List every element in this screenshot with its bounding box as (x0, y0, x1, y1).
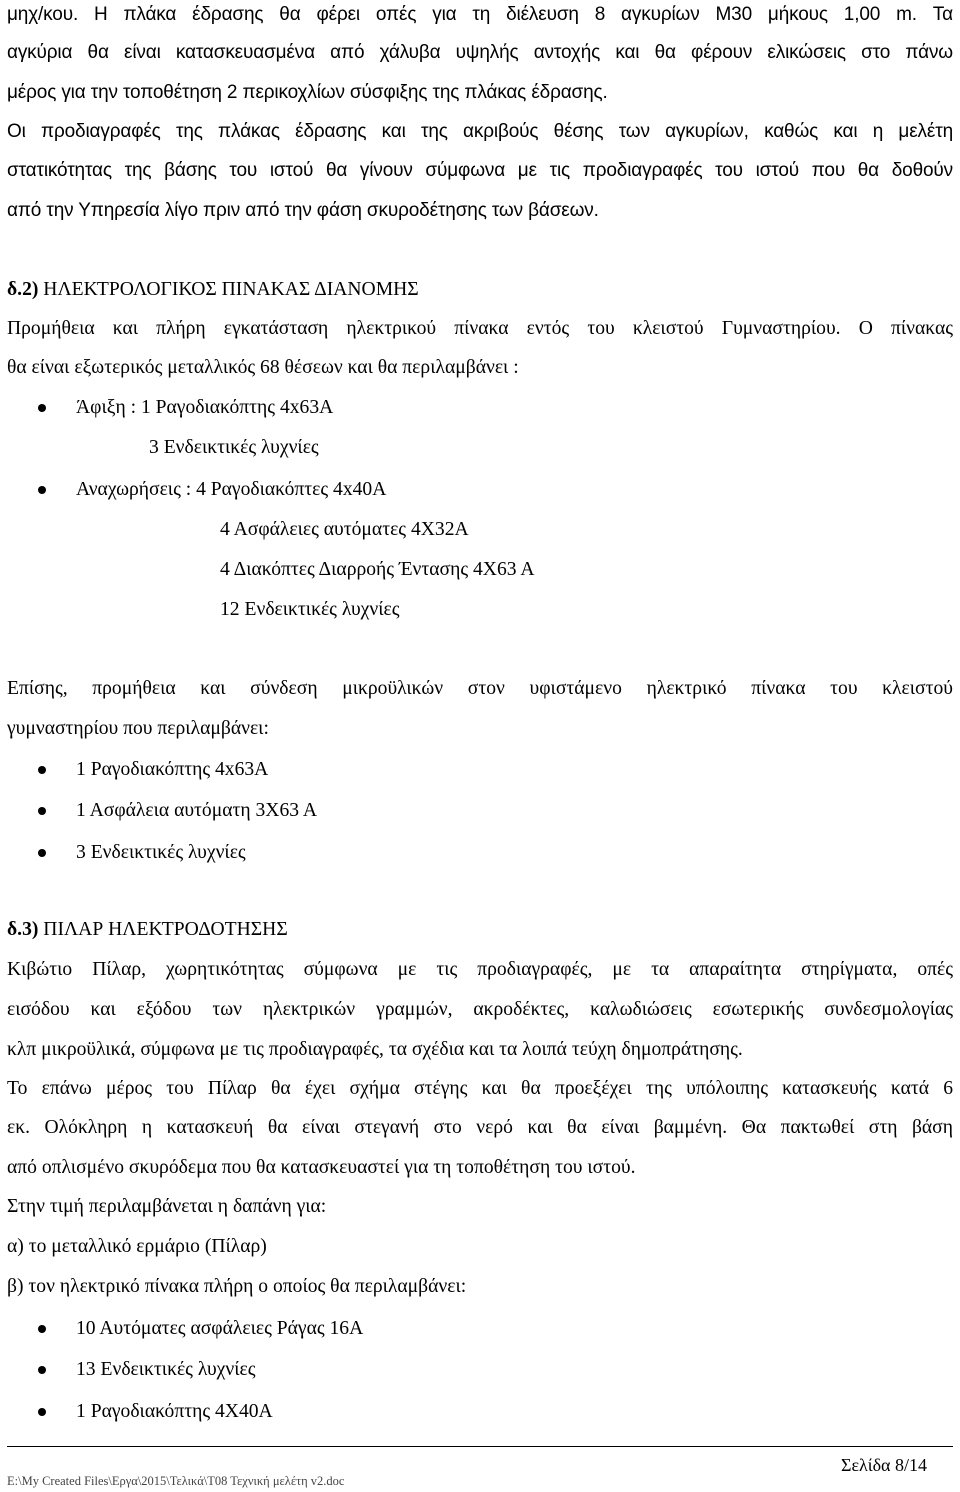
text-line: γυμναστηρίου που περιλαμβάνει: (7, 718, 269, 739)
list-item: 13 Ενδεικτικές λυχνίες (76, 1359, 256, 1380)
text-line: Το επάνω μέρος του Πίλαρ θα έχει σχήμα στέγης και θα προεξέχει της υπόλοιπης κατασκευής κατά 6 (7, 1078, 953, 1099)
section-heading-d2 (7, 279, 960, 301)
text-line: Επίσης, προμήθεια και σύνδεση μικροϋλικών στον υφιστάμενο ηλεκτρικό πίνακα του κλειστού (7, 678, 953, 699)
list-item: 1 Ραγοδιακόπτης 4Χ40Α (76, 1401, 273, 1422)
list-item: 10 Αυτόματες ασφάλειες Ράγας 16Α (76, 1318, 364, 1339)
bullet-icon (38, 807, 46, 815)
text-line: μέρος για την τοποθέτηση 2 περικοχλίων σύσφιξης της πλάκας έδρασης. (7, 82, 608, 103)
text-line: β) τον ηλεκτρικό πίνακα πλήρη ο οποίος θα περιλαμβάνει: (7, 1276, 467, 1297)
list-item-continuation: 12 Ενδεικτικές λυχνίες (220, 599, 400, 620)
text-line: αγκύρια θα είναι κατασκευασμένα από χάλυβα υψηλής αντοχής και θα φέρουν ελικώσεις στο πάνω (7, 42, 953, 63)
text-line: στατικότητας της βάσης του ιστού θα γίνουν σύμφωνα με τις προδιαγραφές του ιστού που θα δοθούν (7, 160, 953, 181)
section-title: ΗΛΕΚΤΡΟΛΟΓΙΚΟΣ ΠΙΝΑΚΑΣ ΔΙΑΝΟΜΗΣ (38, 279, 419, 300)
list-item: Άφιξη : 1 Ραγοδιακόπτης 4x63A (76, 397, 334, 418)
list-item-continuation: 4 Διακόπτες Διαρροής Έντασης 4Χ63 Α (220, 559, 535, 580)
text-line: α) το μεταλλικό ερμάριο (Πίλαρ) (7, 1236, 267, 1257)
page-number: Σελίδα 8/14 (840, 1455, 927, 1475)
text-line: θα είναι εξωτερικός μεταλλικός 68 θέσεων και θα περιλαμβάνει : (7, 357, 519, 378)
text-line: από οπλισμένο σκυρόδεμα που θα κατασκευαστεί για τη τοποθέτηση του ιστού. (7, 1157, 636, 1178)
section-number: δ.3) (7, 919, 39, 940)
text-line: από την Υπηρεσία λίγο πριν από την φάση σκυροδέτησης των βάσεων. (7, 200, 599, 221)
text-line: Κιβώτιο Πίλαρ, χωρητικότητας σύμφωνα με τις προδιαγραφές, με τα απαραίτητα στηρίγματα, οπές (7, 959, 953, 980)
text-line: μηχ/κου. Η πλάκα έδρασης θα φέρει οπές για τη διέλευση 8 αγκυρίων Μ30 μήκους 1,00 m. Τα (7, 4, 953, 25)
bullet-icon (38, 849, 46, 857)
text-line: Προμήθεια και πλήρη εγκατάσταση ηλεκτρικού πίνακα εντός του κλειστού Γυμναστηρίου. Ο πίνακας (7, 318, 953, 339)
bullet-icon (38, 404, 46, 412)
file-path: E:\My Created Files\Εργα\2015\Τελικά\Τ08 Τεχνική μελέτη v2.doc (7, 1474, 345, 1488)
text-line: κλπ μικροϋλικά, σύμφωνα με τις προδιαγραφές, τα σχέδια και τα λοιπά τεύχη δημοπράτησης. (7, 1039, 743, 1060)
list-item: Αναχωρήσεις : 4 Ραγοδιακόπτες 4x40A (76, 479, 387, 500)
list-item-continuation: 3 Ενδεικτικές λυχνίες (149, 437, 319, 458)
text-line: εισόδου και εξόδου των ηλεκτρικών γραμμών, ακροδέκτες, καλωδιώσεις εσωτερικής συνδεσμολογίας (7, 999, 953, 1020)
list-item-continuation: 4 Ασφάλειες αυτόματες 4Χ32Α (220, 519, 469, 540)
section-number: δ.2) (7, 279, 39, 300)
section-title: ΠΙΛΑΡ ΗΛΕΚΤΡΟΔΟΤΗΣΗΣ (38, 919, 288, 940)
section-heading-d3 (7, 919, 960, 941)
bullet-icon (38, 766, 46, 774)
bullet-icon (38, 1366, 46, 1374)
bullet-icon (38, 1408, 46, 1416)
footer-divider (7, 1446, 953, 1447)
list-item: 1 Ραγοδιακόπτης 4x63A (76, 759, 269, 780)
text-line: Στην τιμή περιλαμβάνεται η δαπάνη για: (7, 1196, 327, 1217)
list-item: 3 Ενδεικτικές λυχνίες (76, 842, 246, 863)
text-line: Οι προδιαγραφές της πλάκας έδρασης και της ακριβούς θέσης των αγκυρίων, καθώς και η μελέτη (7, 121, 953, 142)
list-item: 1 Ασφάλεια αυτόματη 3Χ63 Α (76, 800, 317, 821)
bullet-icon (38, 1325, 46, 1333)
text-line: εκ. Ολόκληρη η κατασκευή θα είναι στεγανή στο νερό και θα είναι βαμμένη. Θα πακτωθεί στη βάση (7, 1117, 953, 1138)
bullet-icon (38, 486, 46, 494)
